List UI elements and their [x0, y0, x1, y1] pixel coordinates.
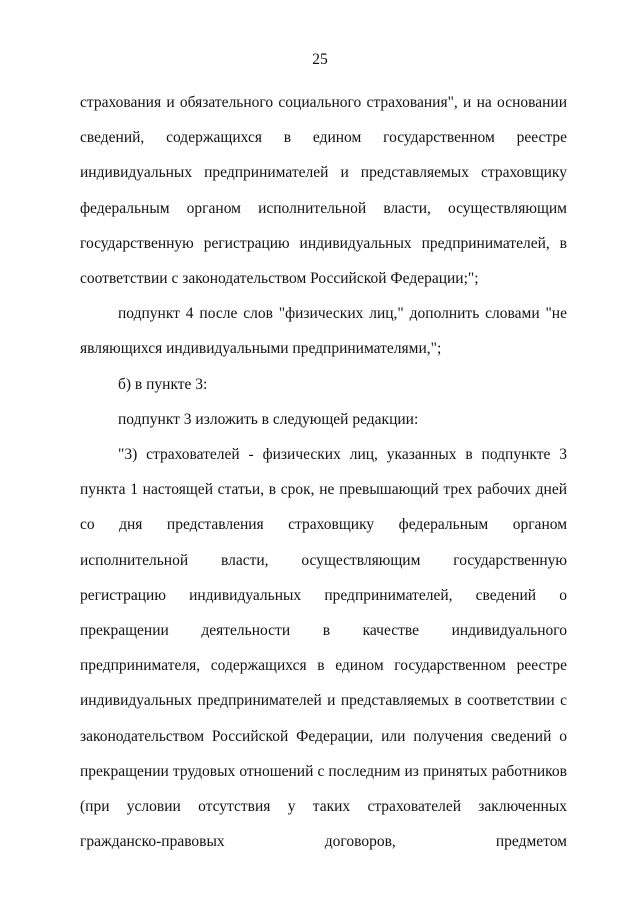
paragraph-subpoint-3-intro: подпункт 3 изложить в следующей редакции:: [118, 410, 419, 428]
paragraph-insurance-registry: страхования и обязательного социального страхования", и на основании сведений, содержащихся в едином государственном реестре индивидуальных предпринимателей и представляемых страховщику федеральным органом исполнительной власти, осуществляющим государственную регистрацию индивидуальных предпринимателей, в соответствии с законодательством Российской Федерации;";: [80, 94, 567, 288]
paragraph-point-3-heading: б) в пункте 3:: [118, 375, 208, 393]
paragraph-subpoint-3-text: "3) страхователей - физических лиц, указанных в подпункте 3 пункта 1 настоящей статьи, в срок, не превышающий трех рабочих дней со дня представления страховщику федеральным органом исполнительной власти, осуществляющим государственную регистрацию индивидуальных предпринимателей, сведений о прекращении деятельности в качестве индивидуального предпринимателя, содержащихся в едином государственном реестре индивидуальных предпринимателей и представляемых в соответствии с законодательством Российской Федерации, или получения сведений о прекращении трудовых отношений с последним из принятых работников (при условии отсутствия у таких страхователей заключенных гражданско-правовых договоров, предметом: [80, 446, 567, 851]
page-number: 25: [312, 51, 328, 68]
paragraph-subpoint-4: подпункт 4 после слов "физических лиц," дополнить словами "не являющихся индивидуальными предпринимателями,";: [80, 305, 567, 358]
document-body: [80, 85, 567, 859]
